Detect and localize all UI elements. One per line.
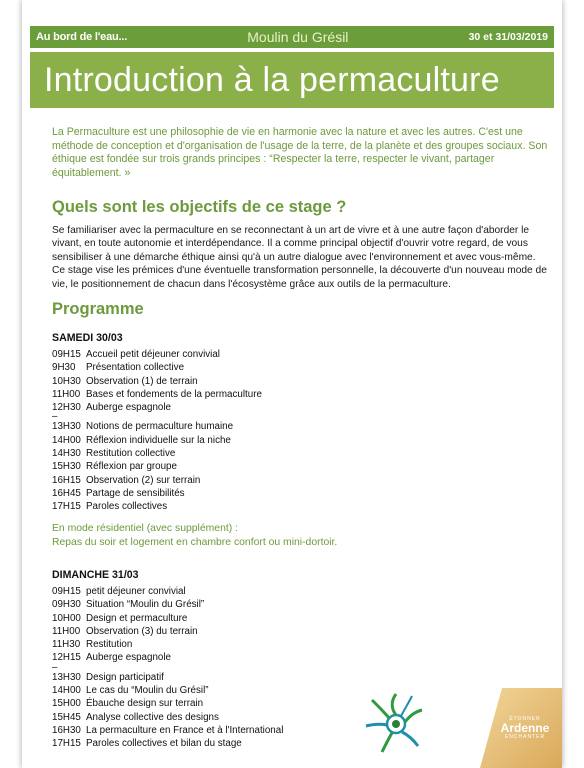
schedule-time: 09H15 — [52, 349, 81, 360]
sunday-schedule — [52, 585, 283, 751]
schedule-activity: Accueil petit déjeuner convivial — [86, 349, 220, 360]
schedule-activity: Ébauche design sur terrain — [86, 698, 204, 710]
schedule-item — [52, 500, 262, 513]
schedule-time: 9H30 — [52, 362, 76, 374]
schedule-time: 09H15 — [52, 586, 81, 597]
intro-paragraph: La Permaculture est une philosophie de vie en harmonie avec la nature et avec les autres. C'est une méthode de conception et d'organisation de l'usage de la terre, de la planète et des groupes sociaux. Son éthique est fondée sur trois grands principes : “Respecter la terre, respecter le vivant, partager équitablement. » — [52, 126, 548, 179]
schedule-item — [52, 447, 262, 460]
schedule-item — [52, 711, 283, 724]
schedule-item — [52, 434, 262, 447]
schedule-item — [52, 651, 283, 664]
schedule-item — [52, 612, 283, 625]
schedule-time: 14H00 — [52, 685, 81, 697]
schedule-activity: Observation (1) de terrain — [86, 375, 198, 387]
schedule-time: 09H30 — [52, 599, 81, 611]
schedule-time: 16H45 — [52, 487, 81, 499]
schedule-time: 10H30 — [52, 375, 81, 387]
schedule-activity: Restitution collective — [86, 448, 176, 460]
header-venue: Moulin du Grésil — [247, 29, 349, 45]
schedule-item — [52, 598, 283, 611]
saturday-label: SAMEDI 30/03 — [52, 332, 123, 344]
schedule-activity: Observation (2) sur terrain — [86, 474, 201, 486]
schedule-activity: Auberge espagnole — [86, 402, 171, 414]
schedule-time: – — [52, 661, 58, 673]
schedule-item — [52, 401, 262, 414]
schedule-activity: Observation (3) du terrain — [86, 625, 198, 637]
header-bar — [30, 26, 554, 48]
schedule-time: 16H30 — [52, 724, 81, 736]
residential-line-1: En mode résidentiel (avec supplément) : — [52, 523, 238, 534]
header-dates: 30 et 31/03/2019 — [468, 31, 548, 43]
ardenne-bottom-text: ENCHANTER — [504, 734, 546, 740]
schedule-activity: Design et permaculture — [86, 612, 188, 624]
schedule-activity: Restitution — [86, 639, 133, 651]
schedule-item — [52, 638, 283, 651]
objectives-heading: Quels sont les objectifs de ce stage ? — [52, 198, 347, 216]
schedule-activity: Analyse collective des designs — [86, 711, 219, 723]
page-title: Introduction à la permaculture — [44, 60, 500, 99]
schedule-activity: Partage de sensibilités — [86, 487, 185, 499]
schedule-time: 15H00 — [52, 698, 81, 710]
schedule-time: – — [52, 411, 58, 423]
schedule-time: 12H15 — [52, 652, 81, 664]
schedule-item — [52, 585, 283, 598]
schedule-item — [52, 361, 262, 374]
sunday-label: DIMANCHE 31/03 — [52, 569, 139, 581]
schedule-activity: Réflexion par groupe — [86, 461, 177, 473]
schedule-time: 13H30 — [52, 421, 81, 433]
schedule-item — [52, 420, 262, 433]
schedule-activity: Présentation collective — [86, 362, 185, 374]
schedule-time: 17H15 — [52, 501, 81, 513]
schedule-item — [52, 460, 262, 473]
schedule-time: 15H45 — [52, 711, 81, 723]
schedule-activity: Auberge espagnole — [86, 652, 171, 664]
schedule-time: 12H30 — [52, 402, 81, 414]
moulin-logo-icon — [362, 690, 428, 756]
schedule-item — [52, 697, 283, 710]
schedule-item — [52, 625, 283, 638]
schedule-time: 11H00 — [52, 388, 81, 400]
schedule-activity: Notions de permaculture humaine — [86, 421, 234, 433]
schedule-time: 17H15 — [52, 738, 81, 750]
schedule-time: 11H00 — [52, 625, 81, 637]
header-left-text: Au bord de l'eau... — [36, 31, 128, 43]
schedule-item — [52, 375, 262, 388]
schedule-time: 13H30 — [52, 671, 81, 683]
saturday-schedule — [52, 348, 262, 514]
schedule-activity: Le cas du “Moulin du Grésil” — [86, 685, 209, 697]
ardenne-top-text: ÉTONNER — [509, 716, 541, 722]
schedule-time: 14H00 — [52, 434, 81, 446]
ardenne-main-text: Ardenne — [500, 721, 550, 735]
schedule-activity: Réflexion individuelle sur la niche — [86, 434, 231, 446]
schedule-activity: petit déjeuner convivial — [86, 586, 186, 597]
residential-line-2: Repas du soir et logement en chambre confort ou mini-dortoir. — [52, 537, 338, 548]
schedule-activity: Situation “Moulin du Grésil” — [86, 599, 205, 611]
schedule-time: 10H00 — [52, 612, 81, 624]
schedule-time: 11H30 — [52, 639, 81, 651]
objectives-text — [52, 224, 557, 291]
schedule-time: 14H30 — [52, 448, 81, 460]
schedule-time: 16H15 — [52, 474, 81, 486]
document-page — [22, 0, 562, 768]
schedule-item — [52, 388, 262, 401]
schedule-item — [52, 737, 283, 750]
schedule-item — [52, 684, 283, 697]
schedule-activity: Bases et fondements de la permaculture — [86, 388, 262, 400]
programme-heading: Programme — [52, 300, 144, 318]
schedule-activity: Design participatif — [86, 671, 164, 683]
schedule-item — [52, 474, 262, 487]
schedule-activity: Paroles collectives — [86, 501, 168, 513]
schedule-item — [52, 487, 262, 500]
schedule-item — [52, 671, 283, 684]
schedule-activity: Paroles collectives et bilan du stage — [86, 738, 242, 750]
schedule-item — [52, 348, 262, 361]
schedule-time: 15H30 — [52, 461, 81, 473]
objectives-paragraph-2: Ce stage vise les prémices d'une éventuelle transformation personnelle, la découverte d'un nouveau mode de vie, le positionnement de chacun dans l'écosystème grâce aux outils de la permaculture. — [52, 265, 547, 290]
objectives-paragraph-1: Se familiariser avec la permaculture en se reconnectant à un art de vivre et à une autre façon d'aborder le vivant, en toute autonomie et interdépendance. Il a comme principal objectif d'ouvrir votre regard, de vous sensibiliser à une démarche éthique ainsi qu'à un autre dialogue avec l'environnement et avec vous-même. — [52, 225, 536, 263]
schedule-item — [52, 724, 283, 737]
ardenne-logo-text — [490, 716, 560, 740]
title-banner — [30, 52, 554, 108]
schedule-activity: La permaculture en France et à l'International — [86, 724, 284, 736]
residential-note — [52, 522, 452, 550]
